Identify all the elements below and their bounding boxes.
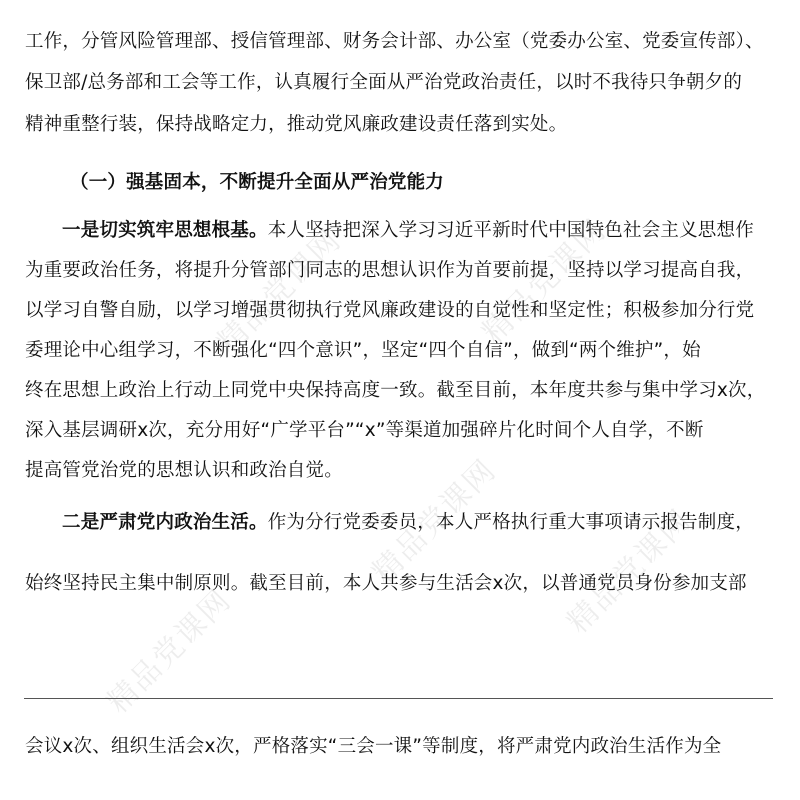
paragraph-line: 为重要政治任务，将提升分管部门同志的思想认识作为首要前提，坚持以学习提高自我， [25, 260, 755, 281]
watermark: 精品党课网 [365, 452, 504, 591]
point-one-lead: 一是切实筑牢思想根基。 [62, 220, 268, 241]
point-two-lead: 二是严肃党内政治生活。 [62, 512, 268, 533]
paragraph-line: 委理论中心组学习，不断强化“四个意识”，坚定“四个自信”，做到“两个维护”，始 [25, 340, 701, 361]
point-one-text: 本人坚持把深入学习习近平新时代中国特色社会主义思想作 [267, 220, 754, 241]
watermark: 精品党课网 [560, 502, 699, 641]
page-divider [24, 698, 773, 699]
section-heading: （一）强基固本，不断提升全面从严治党能力 [70, 172, 445, 193]
paragraph-line: 以学习自警自励，以学习增强贯彻执行党风廉政建设的自觉性和坚定性；积极参加分行党 [25, 300, 755, 321]
watermark: 精品党课网 [100, 582, 239, 721]
paragraph-line: 终在思想上政治上行动上同党中央保持高度一致。截至目前，本年度共参与集中学习x次， [25, 380, 766, 401]
paragraph-line: 工作，分管风险管理部、授信管理部、财务会计部、办公室（党委办公室、党委宣传部）、 [25, 31, 764, 52]
point-two-text: 作为分行党委委员，本人严格执行重大事项请示报告制度， [267, 512, 754, 533]
paragraph-line: 精神重整行装，保持战略定力，推动党风廉政建设责任落到实处。 [25, 114, 568, 135]
watermark: 精品党课网 [475, 212, 614, 351]
watermark: 精品党课网 [210, 222, 349, 361]
point-two-first-line [62, 511, 754, 535]
paragraph-line: 始终坚持民主集中制原则。截至目前，本人共参与生活会x次，以普通党员身份参加支部 [25, 573, 747, 594]
paragraph-line: 提高管党治党的思想认识和政治自觉。 [25, 460, 343, 481]
paragraph-line: 保卫部/总务部和工会等工作，认真履行全面从严治党政治责任，以时不我待只争朝夕的 [25, 72, 743, 93]
point-one-first-line [62, 219, 754, 243]
paragraph-line: 深入基层调研x次，充分用好“广学平台”“x”等渠道加强碎片化时间个人自学，不断 [25, 420, 704, 441]
next-page-line: 会议x次、组织生活会x次，严格落实“三会一课”等制度，将严肃党内政治生活作为全 [25, 736, 722, 757]
